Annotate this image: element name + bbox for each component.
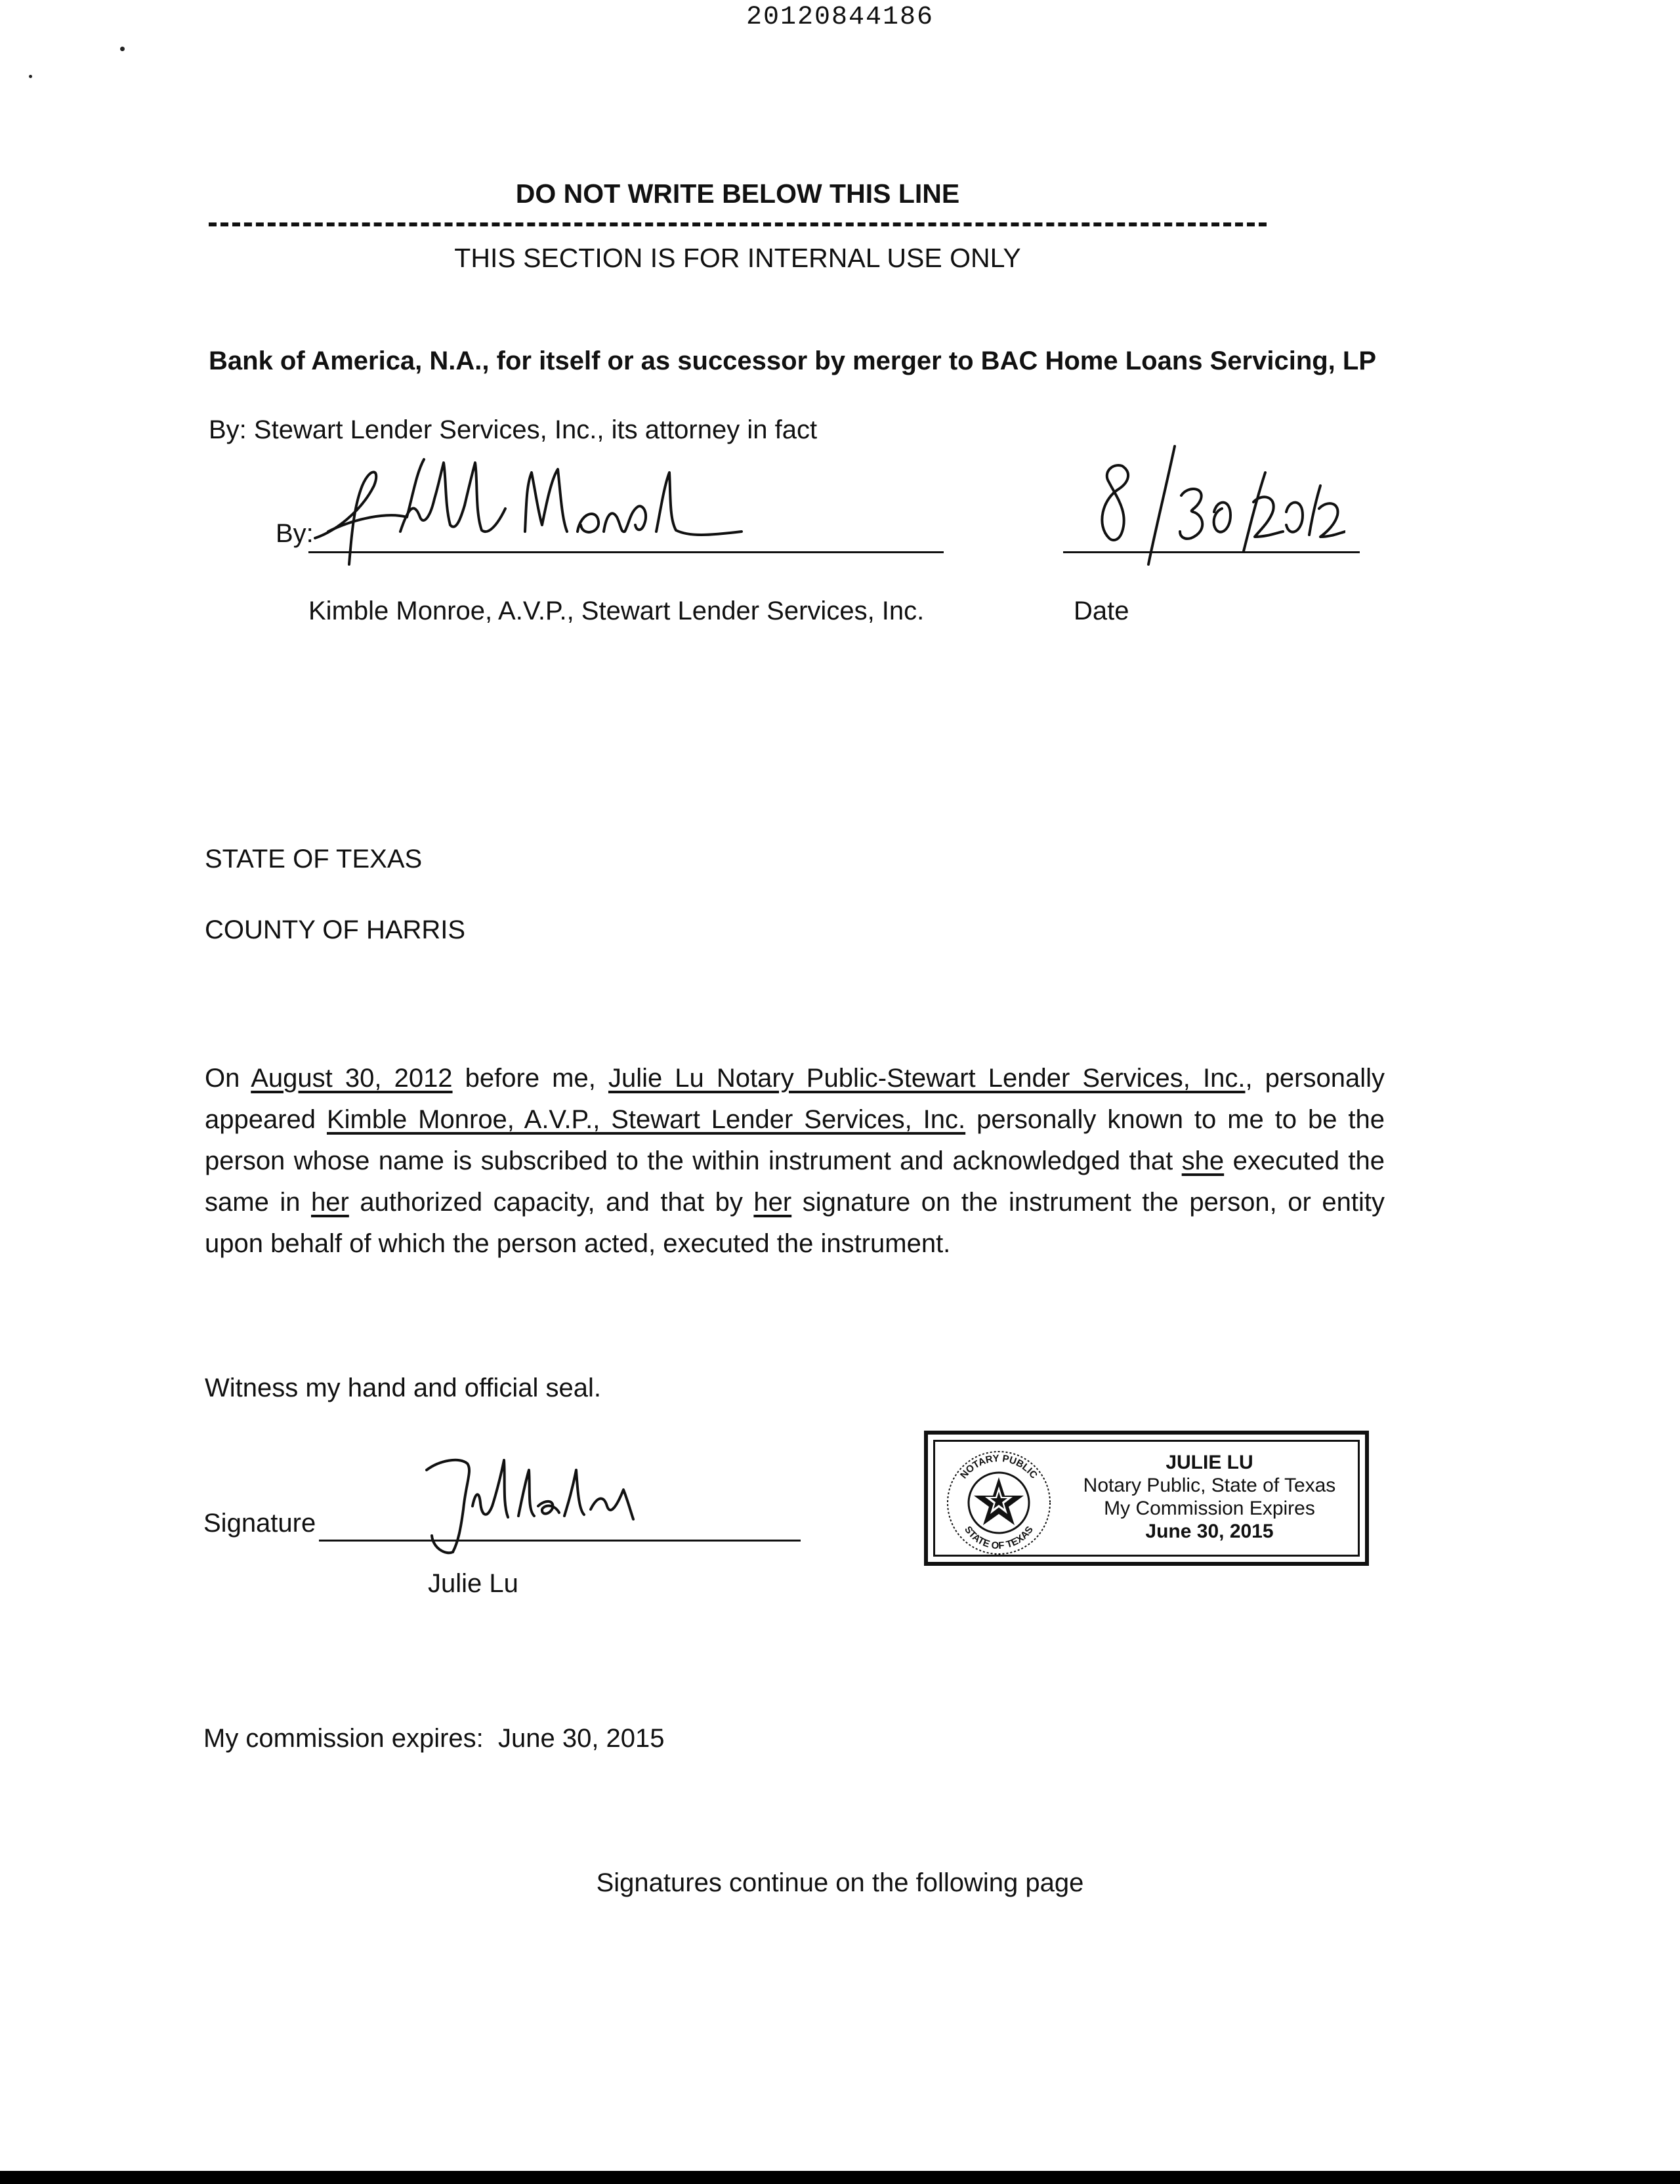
seal-expiration-date: June 30, 2015 xyxy=(1145,1521,1274,1542)
signer-caption: Kimble Monroe, A.V.P., Stewart Lender Services, Inc. xyxy=(308,597,925,625)
ack-text: authorized capacity, and that by xyxy=(348,1188,754,1217)
ack-text: before me, xyxy=(452,1064,608,1093)
ack-text: On xyxy=(205,1064,251,1093)
grantor-signature xyxy=(289,433,748,571)
notary-signature xyxy=(407,1444,643,1555)
internal-use-heading: THIS SECTION IS FOR INTERNAL USE ONLY xyxy=(454,243,1021,273)
bank-name-line: Bank of America, N.A., for itself or as successor by merger to BAC Home Loans Servicing, LP xyxy=(209,346,1377,375)
by-label: By: xyxy=(276,519,314,548)
signature-label: Signature xyxy=(203,1509,316,1538)
texas-star-seal xyxy=(939,1448,1059,1557)
ack-pronoun: her xyxy=(311,1188,349,1217)
handwritten-date xyxy=(1083,433,1345,571)
notary-seal-inner-border xyxy=(933,1440,1360,1557)
ack-pronoun: she xyxy=(1181,1146,1225,1175)
scan-bottom-border xyxy=(0,2171,1680,2184)
venue-state: STATE OF TEXAS xyxy=(205,845,423,873)
venue-county: COUNTY OF HARRIS xyxy=(205,915,466,944)
ack-pronoun: her xyxy=(753,1188,792,1217)
seal-notary-title: Notary Public, State of Texas xyxy=(1083,1475,1336,1496)
ack-text: , personally appeared xyxy=(205,1064,1385,1134)
scan-speck xyxy=(120,47,125,51)
seal-ring-text-top: NOTARY PUBLIC xyxy=(957,1452,1040,1481)
seal-commission-label: My Commission Expires xyxy=(1104,1498,1315,1519)
notary-seal-stamp xyxy=(924,1431,1369,1566)
ack-notary-name: Julie Lu Notary Public-Stewart Lender Services, Inc. xyxy=(608,1064,1246,1093)
date-caption: Date xyxy=(1074,597,1129,625)
ack-appeared-name: Kimble Monroe, A.V.P., Stewart Lender Services, Inc. xyxy=(326,1105,966,1134)
acknowledgment-paragraph xyxy=(205,1058,1385,1265)
scan-speck xyxy=(29,75,32,78)
do-not-write-heading: DO NOT WRITE BELOW THIS LINE xyxy=(515,178,960,209)
ack-date: August 30, 2012 xyxy=(251,1064,453,1093)
seal-ring-text-bottom: STATE OF TEXAS xyxy=(962,1524,1036,1552)
notary-seal-text xyxy=(1066,1451,1353,1543)
ack-text: executed the same in xyxy=(205,1146,1385,1217)
seal-notary-name: JULIE LU xyxy=(1166,1452,1253,1473)
commission-expires-line: My commission expires: June 30, 2015 xyxy=(203,1724,665,1753)
signatures-continue-note: Signatures continue on the following page xyxy=(596,1868,1084,1897)
attorney-in-fact-line: By: Stewart Lender Services, Inc., its attorney in fact xyxy=(209,415,818,444)
document-number: 20120844186 xyxy=(746,3,934,32)
dashed-divider xyxy=(209,222,1267,226)
signature-printed-name: Julie Lu xyxy=(428,1569,518,1598)
ack-text: personally known to me to be the person whose name is subscribed to the within instrument and acknowledged that xyxy=(205,1105,1385,1175)
witness-line: Witness my hand and official seal. xyxy=(205,1374,602,1402)
ack-text: signature on the instrument the person, or entity upon behalf of which the person acted, executed the instrument. xyxy=(205,1188,1385,1258)
